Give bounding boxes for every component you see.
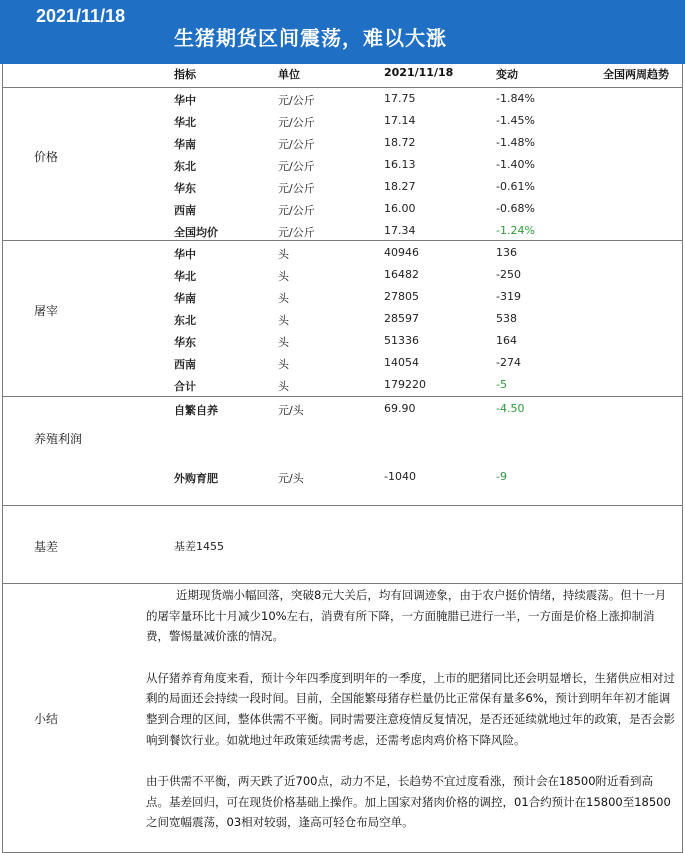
slaughter-row-name: 东北	[174, 314, 196, 327]
price-row-unit: 元/公斤	[278, 138, 315, 151]
section-label-slaughter: 屠宰	[34, 304, 59, 318]
slaughter-row-change: -250	[496, 268, 521, 281]
price-row-name: 华中	[174, 94, 196, 107]
profit-row-name: 自繁自养	[174, 404, 218, 417]
slaughter-row-change: -319	[496, 290, 521, 303]
col-unit: 单位	[278, 68, 300, 81]
price-row-change: -1.48%	[496, 136, 535, 149]
price-row-value: 18.27	[384, 180, 416, 193]
summary-paragraph: 近期现货端小幅回落，突破8元大关后，均有回调迹象，由于农户挺价情绪，持续震荡。但十一月的屠宰量环比十月减少10%左右，消费有所下降，一方面腌腊已进行一半，一方面是价格上涨抑制消费，警惕量减价涨的情况。	[146, 588, 667, 644]
price-row-change: -0.61%	[496, 180, 535, 193]
price-row-change: -0.68%	[496, 202, 535, 215]
price-row-name: 华北	[174, 116, 196, 129]
price-row-value: 16.13	[384, 158, 416, 171]
slaughter-row-value: 14054	[384, 356, 419, 369]
price-row-value: 17.14	[384, 114, 416, 127]
slaughter-row-change: 538	[496, 312, 517, 325]
price-row-change: -1.40%	[496, 158, 535, 171]
slaughter-row-unit: 头	[278, 314, 289, 327]
summary-paragraph: 由于供需不平衡，两天跌了近700点，动力不足，长趋势不宜过度看涨，预计会在18500附近看到高点。基差回归，可在现货价格基础上操作。加上国家对猪肉价格的调控，01合约预计在15800至18500之间宽幅震荡，03相对较弱，逢高可轻仓布局空单。	[146, 774, 671, 830]
slaughter-row-unit: 头	[278, 270, 289, 283]
profit-row-name: 外购育肥	[174, 472, 218, 485]
divider-profit	[2, 505, 683, 506]
divider-price	[2, 240, 683, 241]
report-title: 生猪期货区间震荡，难以大涨	[174, 26, 447, 50]
price-row-unit: 元/公斤	[278, 226, 315, 239]
slaughter-row-name: 华东	[174, 336, 196, 349]
report-date: 2021/11/18	[36, 6, 126, 26]
price-row-change: -1.24%	[496, 224, 535, 237]
profit-row-change: -4.50	[496, 402, 525, 415]
slaughter-row-value: 27805	[384, 290, 419, 303]
col-indicator: 指标	[174, 68, 196, 81]
col-trend: 全国两周趋势	[603, 68, 669, 81]
section-label-profit: 养殖利润	[34, 432, 83, 446]
slaughter-row-value: 51336	[384, 334, 419, 347]
price-row-name: 华南	[174, 138, 196, 151]
col-date: 2021/11/18	[384, 66, 454, 79]
profit-row-value: 69.90	[384, 402, 416, 415]
slaughter-row-unit: 头	[278, 380, 289, 393]
price-row-name: 西南	[174, 204, 196, 217]
slaughter-row-unit: 头	[278, 336, 289, 349]
summary-text	[146, 585, 676, 833]
slaughter-row-unit: 头	[278, 248, 289, 261]
summary-paragraph: 从仔猪养育角度来看，预计今年四季度到明年的一季度，上市的肥猪同比还会明显增长，生猪供应相对过剩的局面还会持续一段时间。目前，全国能繁母猪存栏量仍比正常保有量多6%，预计到明年年初才能调整到合理的区间，整体供需不平衡。同时需要注意疫情反复情况，是否还延续就地过年的政策，是否会影响到餐饮行业。如就地过年政策延续需考虑，还需考虑肉鸡价格下降风险。	[146, 670, 675, 747]
price-row-unit: 元/公斤	[278, 116, 315, 129]
price-row-unit: 元/公斤	[278, 94, 315, 107]
price-row-value: 17.75	[384, 92, 416, 105]
price-row-unit: 元/公斤	[278, 160, 315, 173]
slaughter-row-unit: 头	[278, 358, 289, 371]
basis-value: 基差1455	[174, 540, 224, 553]
price-row-value: 18.72	[384, 136, 416, 149]
price-row-unit: 元/公斤	[278, 204, 315, 217]
slaughter-row-name: 西南	[174, 358, 196, 371]
divider-header	[2, 87, 683, 88]
slaughter-row-unit: 头	[278, 292, 289, 305]
price-row-name: 华东	[174, 182, 196, 195]
price-row-value: 17.34	[384, 224, 416, 237]
profit-row-value: -1040	[384, 470, 416, 483]
section-label-summary: 小结	[34, 712, 59, 726]
slaughter-row-value: 179220	[384, 378, 426, 391]
profit-row-unit: 元/头	[278, 472, 304, 485]
slaughter-row-change: 164	[496, 334, 517, 347]
slaughter-row-name: 华北	[174, 270, 196, 283]
header-banner	[0, 0, 685, 64]
slaughter-row-change: -274	[496, 356, 521, 369]
slaughter-row-change: -5	[496, 378, 507, 391]
slaughter-row-name: 华中	[174, 248, 196, 261]
slaughter-row-value: 16482	[384, 268, 419, 281]
section-label-price: 价格	[34, 150, 59, 164]
slaughter-row-name: 合计	[174, 380, 196, 393]
divider-slaughter	[2, 396, 683, 397]
col-change: 变动	[496, 68, 518, 81]
price-row-value: 16.00	[384, 202, 416, 215]
price-row-name: 东北	[174, 160, 196, 173]
divider-basis	[2, 583, 683, 584]
price-row-name: 全国均价	[174, 226, 218, 239]
slaughter-row-change: 136	[496, 246, 517, 259]
slaughter-row-name: 华南	[174, 292, 196, 305]
slaughter-row-value: 40946	[384, 246, 419, 259]
price-row-unit: 元/公斤	[278, 182, 315, 195]
slaughter-row-value: 28597	[384, 312, 419, 325]
profit-row-change: -9	[496, 470, 507, 483]
section-label-basis: 基差	[34, 540, 59, 554]
price-row-change: -1.84%	[496, 92, 535, 105]
price-row-change: -1.45%	[496, 114, 535, 127]
profit-row-unit: 元/头	[278, 404, 304, 417]
